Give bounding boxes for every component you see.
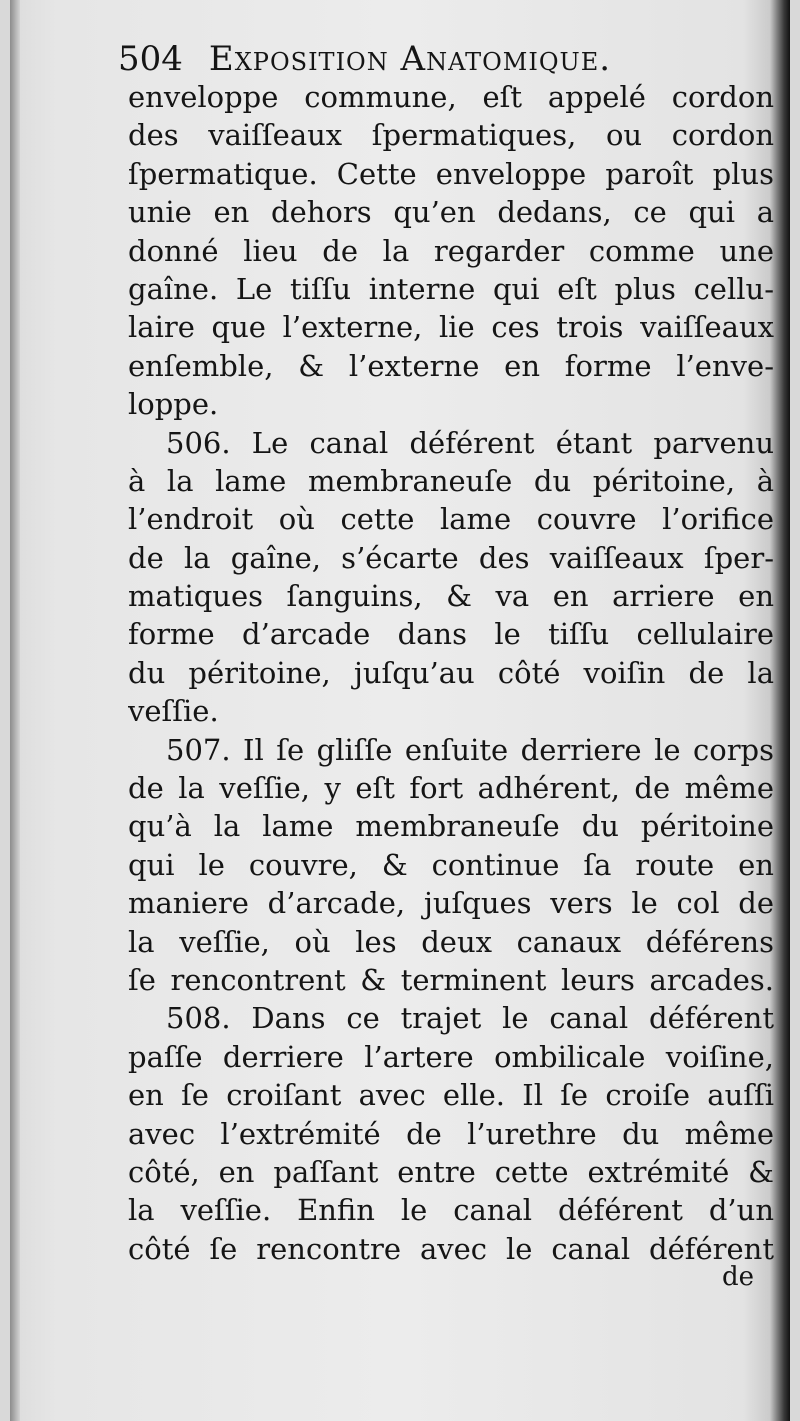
text-line: du péritoine, juſqu’au côté voiſin de la xyxy=(128,655,774,690)
text-line: la veſſie. Enfin le canal déférent d’un xyxy=(128,1193,774,1228)
text-line: côté, en paſſant entre cette extrémité & xyxy=(128,1154,774,1189)
text-line: gaîne. Le tiſſu interne qui eſt plus cellu- xyxy=(128,271,774,306)
text-line: enveloppe commune, eſt appelé cordon xyxy=(128,80,774,114)
paragraph-506-start: 506. Le canal déférent étant parvenu xyxy=(166,425,774,460)
text-line: donné lieu de la regarder comme une xyxy=(128,233,774,268)
book-page xyxy=(10,0,790,1421)
catchword: de xyxy=(721,1262,754,1292)
text-line: de la veſſie, y eſt fort adhérent, de même xyxy=(128,771,774,806)
text-line: veſſie. xyxy=(128,694,219,729)
text-line: laire que l’externe, lie ces trois vaiſſeaux xyxy=(128,310,774,345)
paragraph-507-start: 507. Il ſe gliſſe enſuite derriere le corps xyxy=(166,732,774,767)
body-text xyxy=(128,78,774,1268)
text-line: des vaiſſeaux ſpermatiques, ou cordon xyxy=(128,118,774,153)
text-line: côté ſe rencontre avec le canal déférent xyxy=(128,1231,774,1266)
text-line: qui le couvre, & continue ſa route en xyxy=(128,847,774,882)
text-line: maniere d’arcade, juſques vers le col de xyxy=(128,886,774,921)
page-left-shadow xyxy=(10,0,20,1421)
page-number: 504 xyxy=(118,39,183,79)
text-line: qu’à la lame membraneuſe du péritoine xyxy=(128,809,774,844)
text-line: ſe rencontrent & terminent leurs arcades. xyxy=(128,962,774,997)
text-line: enſemble, & l’externe en forme l’enve- xyxy=(128,348,774,383)
running-title: Exposition Anatomique. xyxy=(208,39,612,79)
text-line: avec l’extrémité de l’urethre du même xyxy=(128,1116,774,1151)
text-line: matiques ſanguins, & va en arriere en xyxy=(128,579,774,614)
text-line: ſpermatique. Cette enveloppe paroît plus xyxy=(128,156,774,191)
text-line: l’endroit où cette lame couvre l’orifice xyxy=(128,502,774,537)
text-line: loppe. xyxy=(128,387,219,422)
text-line: paſſe derriere l’artere ombilicale voiſine, xyxy=(128,1039,774,1074)
text-line: à la lame membraneuſe du péritoine, à xyxy=(128,463,774,498)
text-line: unie en dehors qu’en dedans, ce qui a xyxy=(128,195,774,230)
text-line: en ſe croiſant avec elle. Il ſe croiſe auſſi xyxy=(128,1078,774,1113)
paragraph-508-start: 508. Dans ce trajet le canal déférent xyxy=(166,1001,774,1036)
text-line: forme d’arcade dans le tiſſu cellulaire xyxy=(128,617,774,652)
text-line: la veſſie, où les deux canaux déférens xyxy=(128,924,774,959)
text-line: de la gaîne, s’écarte des vaiſſeaux ſper- xyxy=(128,540,774,575)
